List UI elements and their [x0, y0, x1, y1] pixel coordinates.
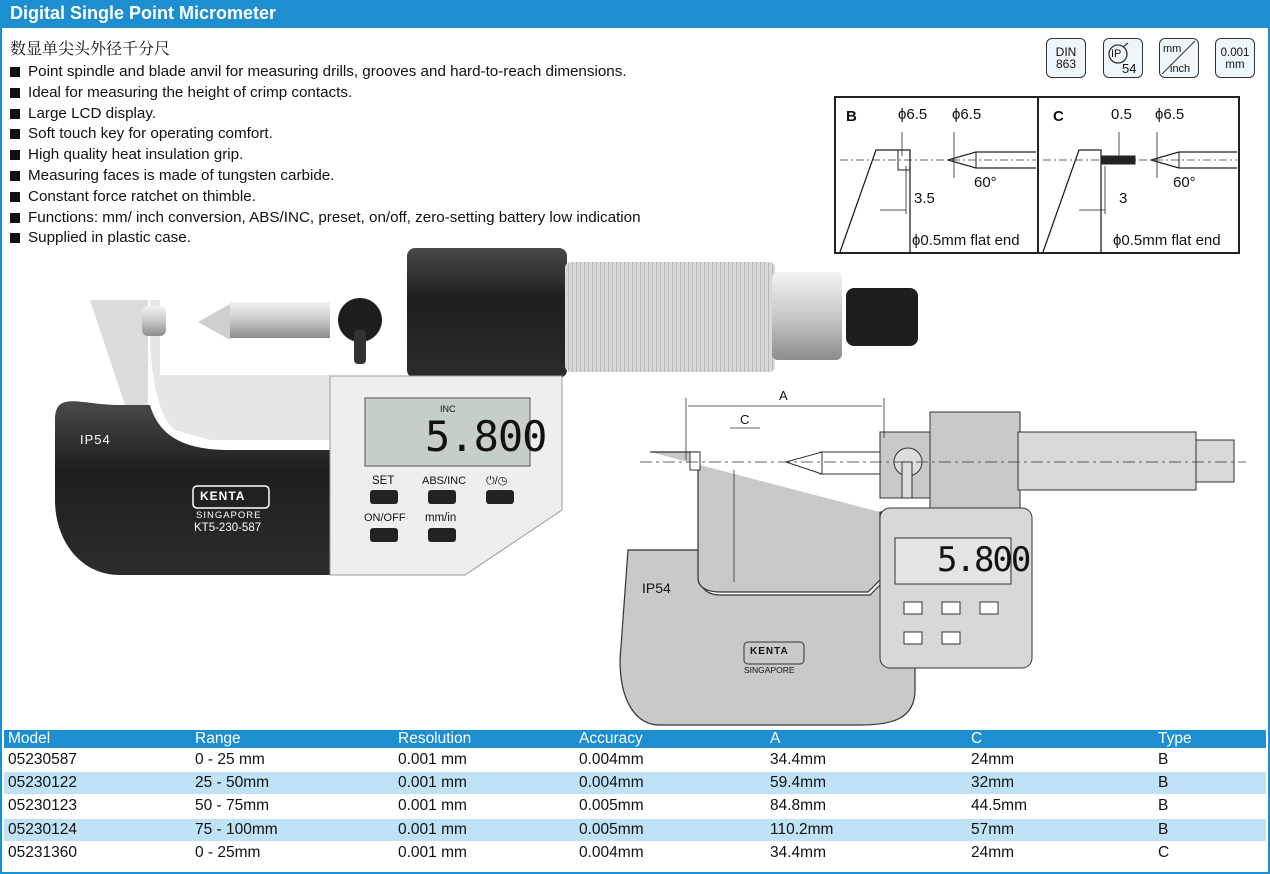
lcd-value: 5.800 [425, 412, 547, 461]
col-type: Type [1154, 730, 1266, 749]
col-model: Model [4, 730, 191, 749]
drawing-brand-sub: SINGAPORE [744, 665, 795, 675]
col-resolution: Resolution [394, 730, 575, 749]
col-range: Range [191, 730, 394, 749]
chinese-subtitle: 数显单尖头外径千分尺 [10, 39, 171, 58]
table-row: 05231360 0 - 25mm 0.001 mm 0.004mm 34.4mm 24mm C [4, 841, 1266, 864]
page-title: Digital Single Point Micrometer [10, 3, 277, 23]
feature-item: Functions: mm/ inch conversion, ABS/INC, preset, on/off, zero-setting battery low indication [10, 208, 641, 229]
mm-inch-badge: mm inch [1159, 38, 1199, 78]
col-c: C [967, 730, 1154, 749]
feature-item: Ideal for measuring the height of crimp contacts. [10, 83, 641, 104]
mmin-button-label: mm/in [425, 512, 457, 524]
drawing-lcd-value: 5.800 [937, 540, 1030, 580]
specs-table [4, 730, 1266, 864]
photo-brand-logo: KENTA [200, 489, 246, 503]
photo-brand-sub: SINGAPORE [196, 510, 262, 521]
table-row: 05230123 50 - 75mm 0.001 mm 0.005mm 84.8mm 44.5mm B [4, 795, 1266, 818]
table-row: 05230124 75 - 100mm 0.001 mm 0.005mm 110.2mm 57mm B [4, 818, 1266, 841]
lcd-mode-indicator: INC [440, 404, 456, 414]
feature-item: High quality heat insulation grip. [10, 145, 641, 166]
col-accuracy: Accuracy [575, 730, 766, 749]
dim-a-label: A [779, 388, 788, 403]
col-a: A [766, 730, 967, 749]
photo-model-code: KT5-230-587 [194, 522, 262, 534]
photo-ip-label: IP54 [80, 432, 111, 447]
table-header-row [4, 730, 1266, 749]
ip-rating-badge: IP 54 [1103, 38, 1143, 78]
dim-c-label: C [740, 412, 750, 427]
tip-diagram-b: B ϕ6.5 ϕ6.5 60° 3.5 ϕ0.5mm flat end [834, 96, 1039, 254]
resolution-badge: 0.001 mm [1215, 38, 1255, 78]
feature-item: Supplied in plastic case. [10, 228, 641, 249]
drawing-ip-label: IP54 [642, 580, 671, 596]
feature-item: Measuring faces is made of tungsten carbide. [10, 166, 641, 187]
preset-button-label: ⏻/◷ [486, 475, 508, 487]
set-button-label: SET [372, 475, 395, 487]
feature-item: Constant force ratchet on thimble. [10, 187, 641, 208]
onoff-button-label: ON/OFF [364, 512, 406, 524]
absinc-button-label: ABS/INC [422, 475, 467, 487]
feature-item: Large LCD display. [10, 104, 641, 125]
table-row: 05230587 0 - 25 mm 0.001 mm 0.004mm 34.4mm 24mm B [4, 749, 1266, 772]
drawing-brand-logo: KENTA [750, 646, 789, 657]
feature-item: Point spindle and blade anvil for measuring drills, grooves and hard-to-reach dimensions. [10, 62, 641, 83]
din-badge: DIN 863 [1046, 38, 1086, 78]
table-row: 05230122 25 - 50mm 0.001 mm 0.004mm 59.4mm 32mm B [4, 772, 1266, 795]
tip-diagram-c: C 0.5 ϕ6.5 60° 3 ϕ0.5mm flat end [1037, 96, 1240, 254]
feature-item: Soft touch key for operating comfort. [10, 124, 641, 145]
